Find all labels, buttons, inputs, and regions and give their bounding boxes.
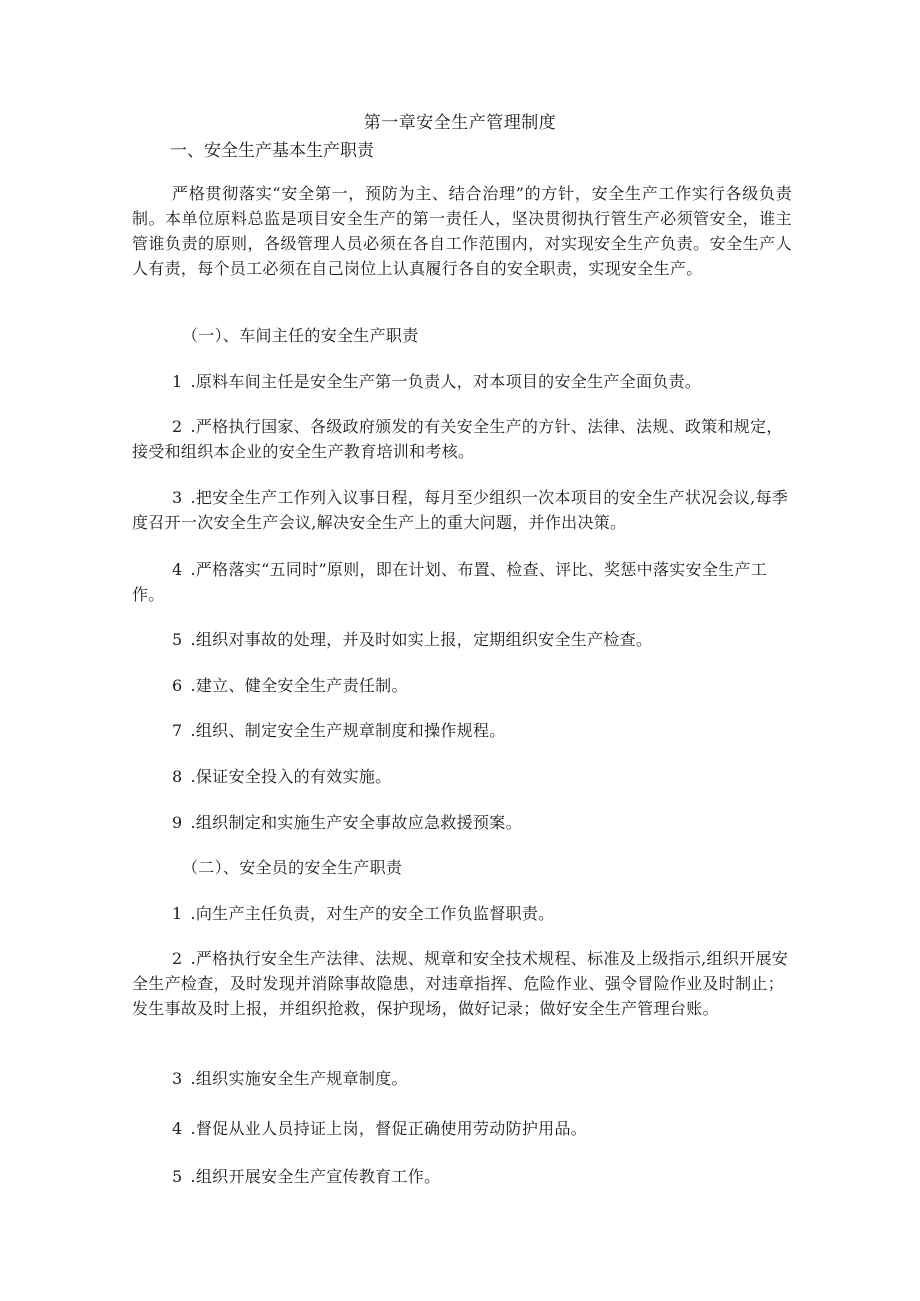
list-item	[132, 414, 792, 464]
list-item	[132, 1066, 792, 1091]
list-item	[132, 718, 792, 743]
item-text: .组织制定和实施生产安全事故应急救援预案。	[190, 813, 522, 832]
item-text: .严格落实“五同时”原则，即在计划、布置、检查、评比、奖惩中落实安全生产工作。	[132, 560, 768, 604]
subsection-heading-2: （二）、安全员的安全生产职责	[182, 858, 403, 877]
item-text: .组织实施安全生产规章制度。	[190, 1069, 408, 1088]
list-item	[132, 673, 792, 698]
list-item	[132, 485, 792, 535]
item-text: .组织开展安全生产宣传教育工作。	[190, 1167, 441, 1186]
item-text: .督促从业人员持证上岗，督促正确使用劳动防护用品。	[190, 1119, 588, 1138]
item-text: .建立、健全安全生产责任制。	[190, 676, 408, 695]
item-text: .原料车间主任是安全生产第一负责人，对本项目的安全生产全面负责。	[190, 372, 702, 391]
item-number: 1	[172, 904, 183, 923]
list-item	[132, 946, 792, 1021]
list-item	[132, 901, 792, 926]
section-heading: 一、安全生产基本生产职责	[170, 141, 374, 161]
item-number: 3	[172, 488, 183, 507]
item-text: .组织对事故的处理，并及时如实上报，定期组织安全生产检查。	[190, 630, 653, 649]
item-number: 5	[172, 630, 183, 649]
item-number: 4	[172, 560, 183, 579]
item-text: .严格执行国家、各级政府颁发的有关安全生产的方针、法律、法规、政策和规定，接受和组织本企业的安全生产教育培训和考核。	[132, 417, 783, 461]
item-text: .向生产主任负责，对生产的安全工作负监督职责。	[190, 904, 555, 923]
item-number: 9	[172, 813, 183, 832]
item-number: 6	[172, 676, 183, 695]
item-number: 1	[172, 372, 183, 391]
item-number: 5	[172, 1167, 183, 1186]
subsection-heading-1: （一）、车间主任的安全生产职责	[182, 326, 419, 345]
item-text: .保证安全投入的有效实施。	[190, 767, 392, 786]
list-item	[132, 627, 792, 652]
item-number: 3	[172, 1069, 183, 1088]
item-text: .组织、制定安全生产规章制度和操作规程。	[190, 721, 506, 740]
item-text: .把安全生产工作列入议事日程，每月至少组织一次本项目的安全生产状况会议,每季度召开一次安全生产会议,解决安全生产上的重大问题，并作出决策。	[132, 488, 789, 532]
item-text: .严格执行安全生产法律、法规、规章和安全技术规程、标准及上级指示,组织开展安全生产检查，及时发现并消除事故隐患，对违章指挥、危险作业、强令冒险作业及时制止；发生事故及时上报，并组织抢救，保护现场，做好记录；做好安全生产管理台账。	[132, 949, 789, 1018]
item-number: 2	[172, 949, 183, 968]
list-item	[132, 557, 792, 607]
intro-paragraph: 严格贯彻落实“安全第一，预防为主、结合治理”的方针，安全生产工作实行各级负责制。本单位原料总监是项目安全生产的第一责任人，坚决贯彻执行管生产必须管安全，谁主管谁负责的原则，各级管理人员必须在各自工作范围内，对实现安全生产负责。安全生产人人有责，每个员工必须在自己岗位上认真履行各自的安全职责，实现安全生产。	[132, 184, 792, 278]
item-number: 2	[172, 417, 183, 436]
list-item	[132, 1116, 792, 1141]
list-item	[132, 764, 792, 789]
list-item	[132, 369, 792, 394]
list-item	[132, 1164, 792, 1189]
list-item	[132, 810, 792, 835]
item-number: 4	[172, 1119, 183, 1138]
page-title: 第一章安全生产管理制度	[363, 113, 557, 133]
item-number: 8	[172, 767, 183, 786]
item-number: 7	[172, 721, 183, 740]
